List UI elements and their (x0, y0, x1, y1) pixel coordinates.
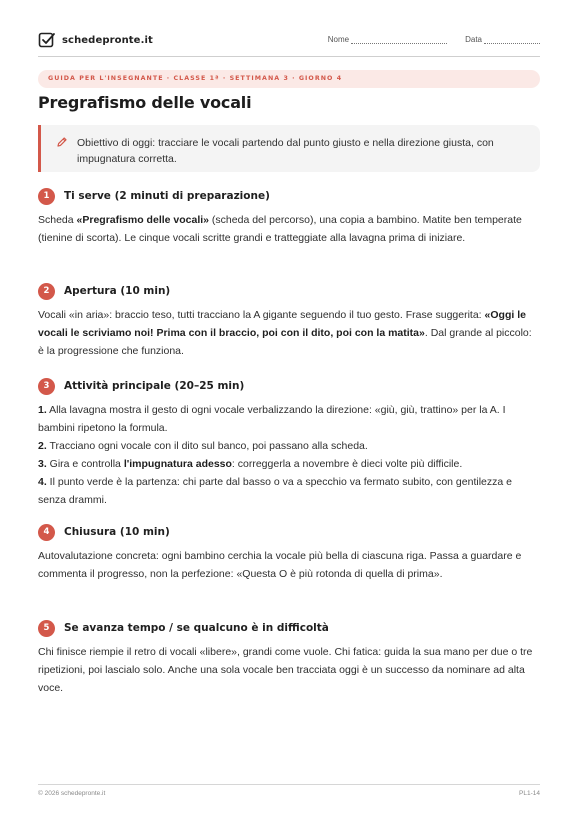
section-number: 4 (38, 524, 55, 541)
student-fields (328, 35, 540, 44)
section-title: Ti serve (2 minuti di preparazione) (64, 190, 270, 202)
page-title: Pregrafismo delle vocali (38, 93, 252, 112)
date-blank (484, 36, 540, 44)
section-number: 2 (38, 283, 55, 300)
kicker-banner: GUIDA PER L'INSEGNANTE · CLASSE 1ª · SETTIMANA 3 · GIORNO 4 (38, 70, 540, 88)
section-number: 3 (38, 378, 55, 395)
section-closing (38, 523, 540, 583)
list-item: 1. Alla lavagna mostra il gesto di ogni vocale verbalizzando la direzione: «giù, giù, trattino» per la A. I bambini ripetono la formula. (38, 404, 506, 434)
footer-divider (38, 784, 540, 785)
section-main-activity (38, 377, 540, 509)
header-divider (38, 56, 540, 57)
objective-callout (38, 125, 540, 172)
section-number: 1 (38, 188, 55, 205)
section-body: Chi finisce riempie il retro di vocali «libere», grandi come vuole. Chi fatica: guida la sua mano per due o tre ripetizioni, poi lascialo solo. Anche una sola vocale ben tracciata oggi è un successo da nominare ad alta voce. (38, 646, 533, 694)
section-title: Attività principale (20–25 min) (64, 380, 245, 392)
section-body: Autovalutazione concreta: ogni bambino cerchia la vocale più bella di ciascuna riga. Passa a guardare e commenta il progresso, non la perfezione: «Questa O è più rotonda di quella di prima». (38, 550, 522, 580)
pencil-icon (56, 136, 68, 148)
list-item: 4. Il punto verde è la partenza: chi parte dal basso o va a specchio va fermato subito, con gentilezza e senza drammi. (38, 476, 512, 506)
footer-page-code: PL1-14 (519, 790, 540, 797)
section-title: Se avanza tempo / se qualcuno è in difficoltà (64, 622, 329, 634)
site-name: schedepronte.it (62, 34, 153, 46)
footer-copyright: © 2026 schedepronte.it (38, 790, 106, 797)
section-extra-time (38, 619, 540, 697)
section-materials (38, 187, 540, 247)
section-title: Apertura (10 min) (64, 285, 171, 297)
page-header (38, 31, 540, 55)
list-item: 2. Tracciano ogni vocale con il dito sul banco, poi passano alla scheda. (38, 440, 368, 452)
activity-steps (38, 401, 540, 509)
objective-text: Obiettivo di oggi: tracciare le vocali partendo dal punto giusto e nella direzione giusta, con impugnatura corretta. (77, 137, 494, 165)
checkbox-logo-icon (38, 31, 56, 49)
name-blank (351, 36, 447, 44)
date-label: Data (465, 35, 482, 44)
section-opening (38, 282, 540, 360)
section-number: 5 (38, 620, 55, 637)
name-label: Nome (327, 35, 350, 44)
section-title: Chiusura (10 min) (64, 526, 170, 538)
section-body: Vocali «in aria»: braccio teso, tutti tracciano la A gigante seguendo il tuo gesto. Frase suggerita: «Oggi le vocali le scriviamo noi! Prima con il braccio, poi con il dito, poi con la matita». Dal grande al piccolo: è la progressione che funziona. (38, 309, 532, 357)
name-field[interactable] (328, 35, 447, 44)
site-logo[interactable] (38, 31, 153, 49)
list-item: 3. Gira e controlla l'impugnatura adesso: correggerla a novembre è dieci volte più difficile. (38, 458, 463, 470)
date-field[interactable] (465, 35, 540, 44)
section-body: Scheda «Pregrafismo delle vocali» (scheda del percorso), una copia a bambino. Matite ben temperate (tienine di scorta). Le cinque vocali scritte grandi e tratteggiate alla lavagna prima di iniziare. (38, 214, 522, 244)
